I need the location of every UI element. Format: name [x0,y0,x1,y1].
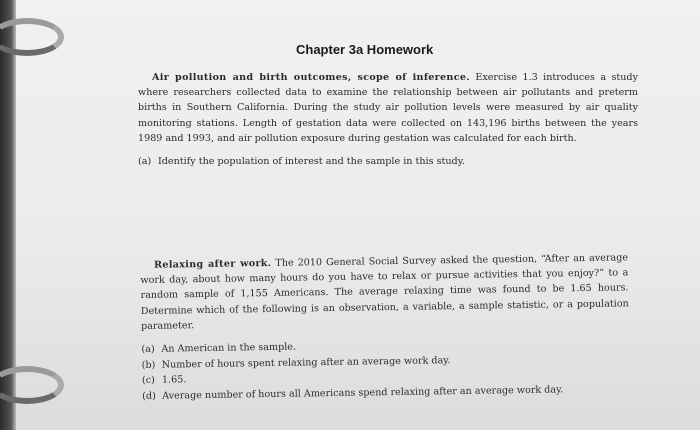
problem-heading: Relaxing after work. [154,257,272,271]
question-item: (c) 1.65. [141,374,187,386]
problem-air-pollution [138,70,638,170]
binder-spine [0,0,16,430]
page-title: Chapter 3a Homework [296,42,434,57]
question-item: (d) Average number of hours all Americans spend relaxing after an average work day. [142,383,564,402]
problem-text: Air pollution and birth outcomes, scope of inference. Exercise 1.3 introduces a study where researchers collected data to examine the relationship between air pollutants and preterm births in Southern California. During the study air pollution levels were measured by air quality monitoring stations. Length of gestation data were collected on 143,196 births between the years 1989 and 1993, and air pollution exposure during gestation was calculated for each birth. [138,72,638,144]
problem-relaxing [140,250,630,404]
problem-heading: Air pollution and birth outcomes, scope of inference. [152,72,470,83]
question-item: (a) Identify the population of interest and the sample in this study. [138,156,465,168]
problem-text: Relaxing after work. The 2010 General Social Survey asked the question, “After an average work day, about how many hours do you have to relax or pursue activities that you enjoy?” to a random sample of 1,155 Americans. The average relaxing time was found to be 1.65 hours. Determine which of the following is an observation, a variable, a sample statistic, or a population parameter. [140,252,629,332]
question-item: (b) Number of hours spent relaxing after an average work day. [141,354,451,371]
question-item: (a) An American in the sample. [141,341,297,356]
